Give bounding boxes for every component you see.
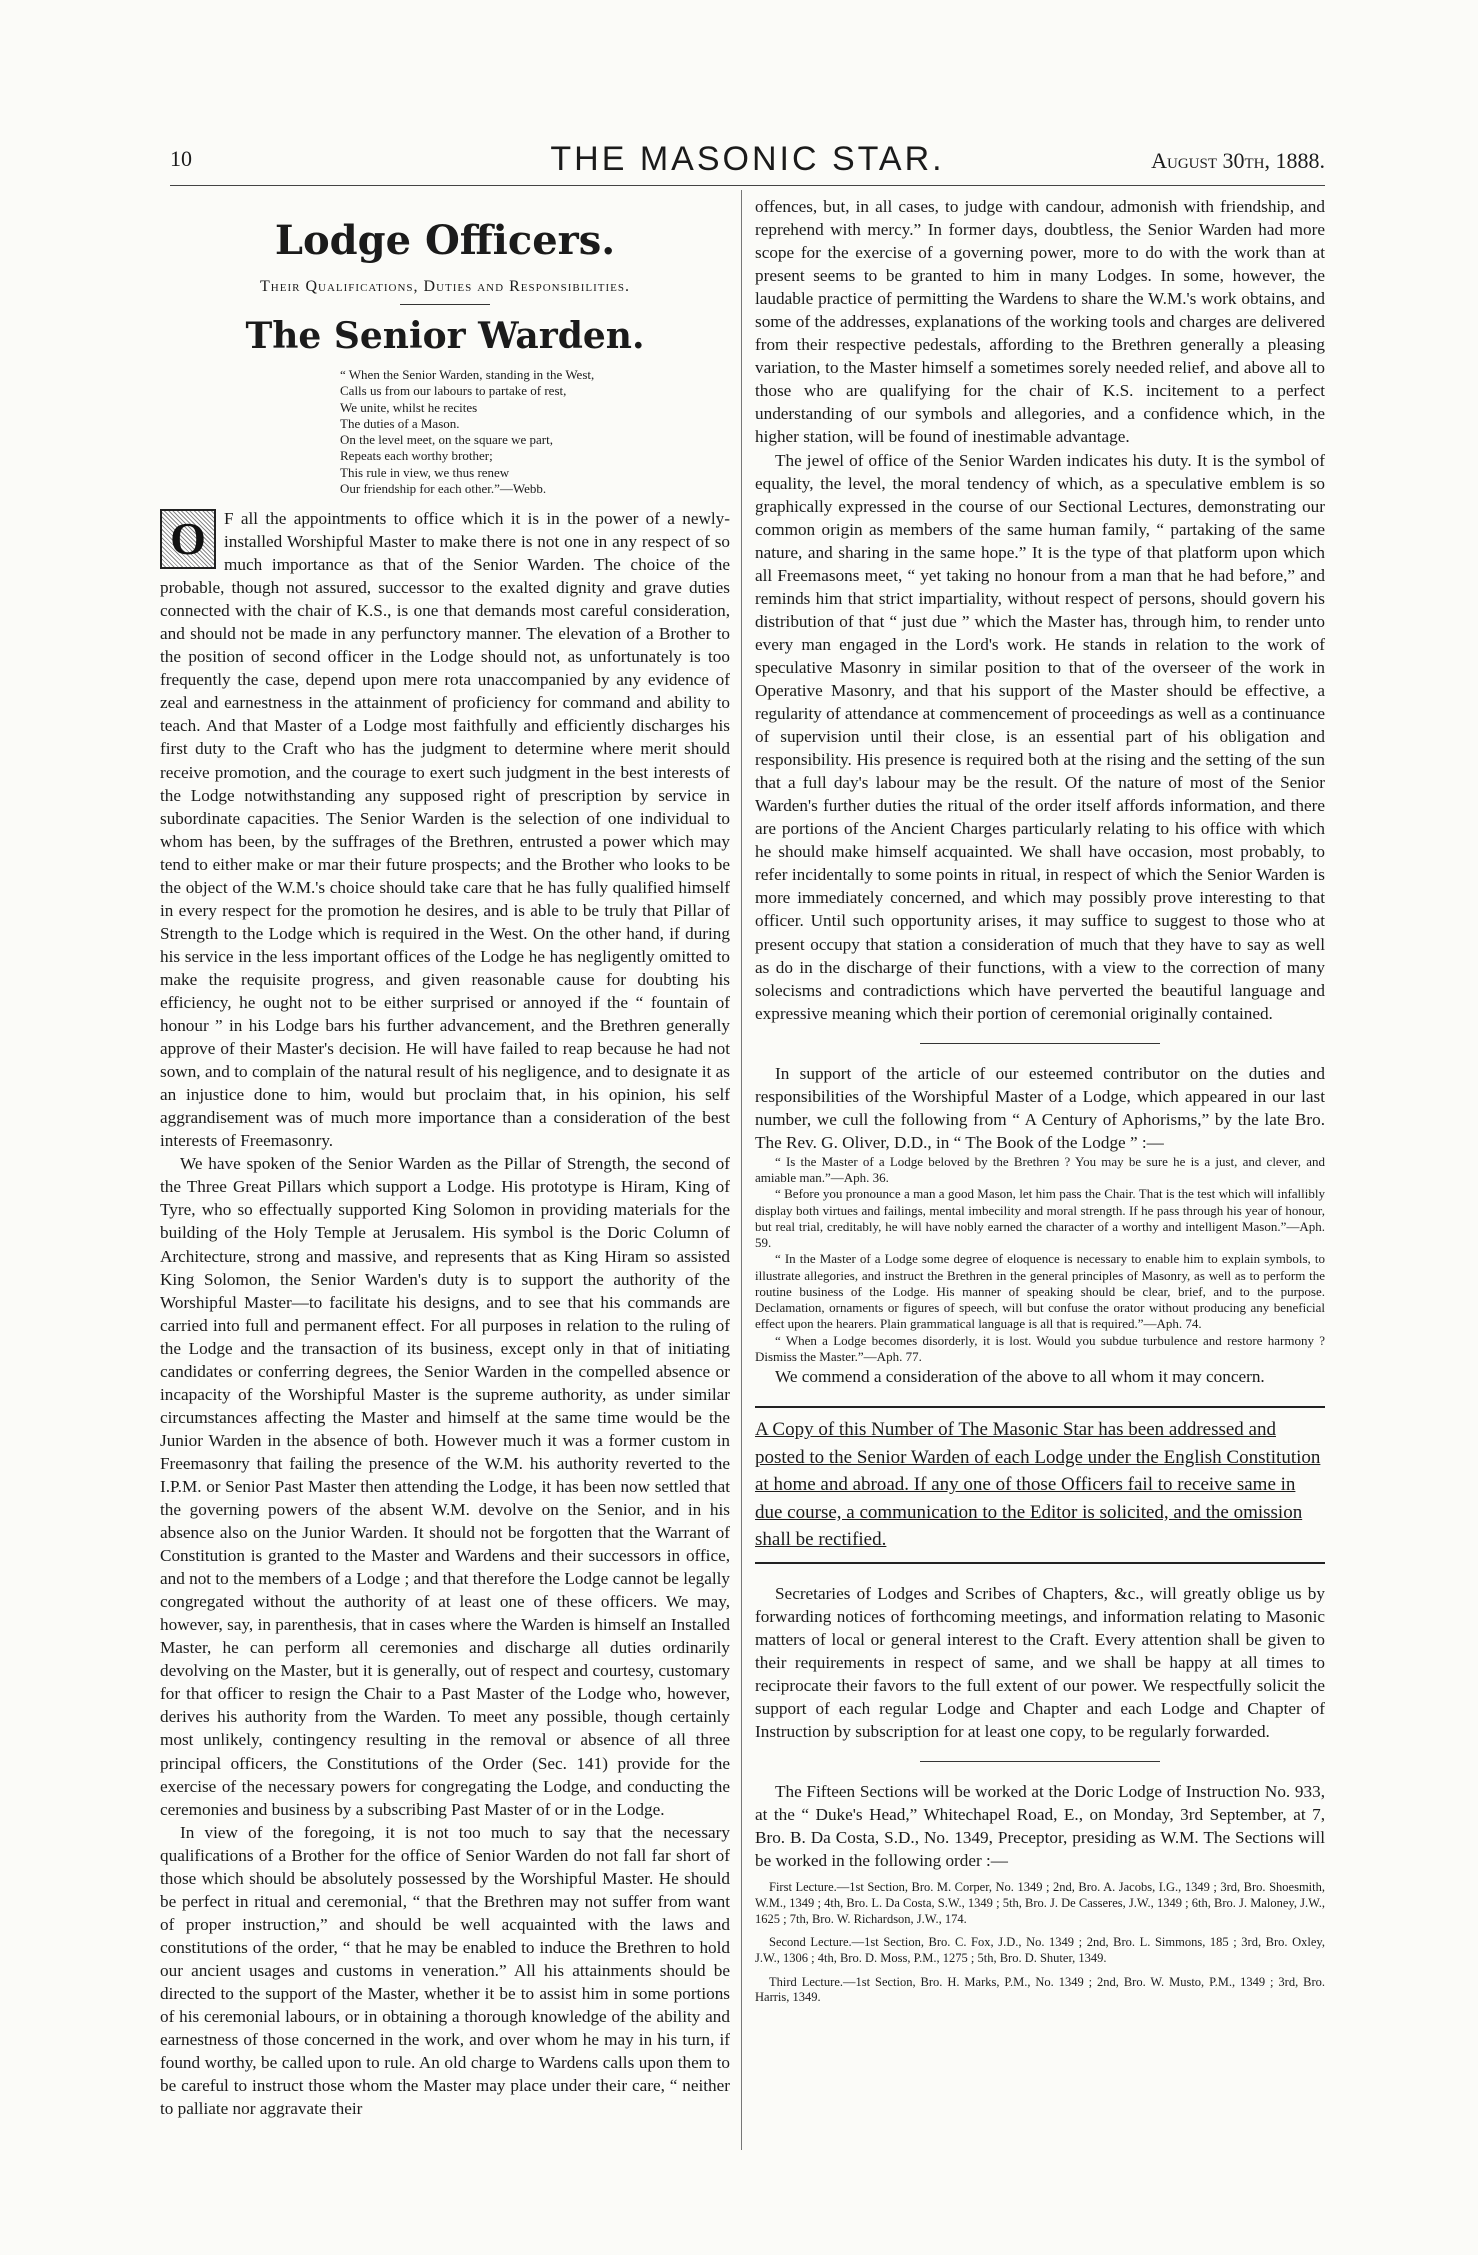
separator [920, 1761, 1160, 1762]
column-divider [741, 190, 742, 2150]
quote: “ When a Lodge becomes disorderly, it is lost. Would you subdue turbulence and restore harmony ? Dismiss the Master.”—Aph. 77. [755, 1332, 1325, 1364]
left-column [160, 195, 730, 2120]
drop-cap: O [160, 509, 216, 569]
article-title: The Senior Warden. [245, 315, 645, 357]
epigraph-verse: “ When the Senior Warden, standing in the West, Calls us from our labours to partake of rest, We unite, whilst he recites The duties of a Mason. On the level meet, on the square we part, Repeats each worthy brother; This rule in view, we thus renew Our friendship for each other.”—Webb. [340, 367, 595, 496]
article-paragraph: offences, but, in all cases, to judge with candour, admonish with friendship, and reprehend with mercy.” In former days, doubtless, the Senior Warden had more scope for the exercise of a governing power, more to do with the work than at present seems to be granted to him in many Lodges. In some, however, the laudable practice of permitting the Wardens to share the W.M.'s work obtains, and some of the addresses, explanations of the working tools and charges are delivered from their respective pedestals, affording to the Brethren generally a pleasing variation, to the Master himself a sometimes sorely needed relief, and above all to those who are qualifying for the chair of K.S. incitement to a perfect understanding of our symbols and allegories, and a confidence which, in the higher station, will be found of inestimable advantage. [755, 197, 1325, 447]
header-rule [170, 185, 1325, 186]
section-subheading: Their Qualifications, Duties and Responsibilities. [260, 278, 630, 295]
notice-paragraph: The Fifteen Sections will be worked at the Doric Lodge of Instruction No. 933, at the “ Duke's Head,” Whitechapel Road, E., on Monday, 3rd September, at 7, Bro. B. Da Costa, S.D., No. 1349, Preceptor, presiding as W.M. The Sections will be worked in the following order :— [755, 1782, 1325, 1871]
editorial-notice: A Copy of this Number of The Masonic Star has been addressed and posted to the Senior Warden of each Lodge under the English Constitution at home and abroad. If any one of those Officers fail to receive same in due course, a communication to the Editor is solicited, and the omission shall be rectified. [755, 1406, 1325, 1564]
aphorism-quotes [755, 1154, 1325, 1365]
notice-paragraph: Secretaries of Lodges and Scribes of Chapters, &c., will greatly oblige us by forwarding notices of forthcoming meetings, and information relating to Masonic matters of local or general interest to the Craft. Every attention shall be given to their requirements in respect of same, and we shall be happy at all times to reciprocate their favors to the full extent of our power. We respectfully solicit the support of each regular Lodge and Chapter and each Lodge and Chapter of Instruction by subscription for at least one copy, to be regularly forwarded. [755, 1583, 1325, 1742]
separator [920, 1043, 1160, 1044]
right-column [755, 195, 1325, 2014]
quote: “ In the Master of a Lodge some degree of eloquence is necessary to enable him to explain symbols, to illustrate allegories, and instruct the Brethren in the general principles of Masonry, as well as to perform the routine business of the Lodge. His manner of speaking should be clear, brief, and to the purpose. Declamation, ornaments or figures of speech, will but confuse the orator without producing any beneficial effect upon the hearers. Plain grammatical language is all that is required.”—Aph. 74. [755, 1251, 1325, 1332]
page-number: 10 [170, 146, 192, 171]
issue-date: August 30th, 1888. [1151, 148, 1325, 173]
quote: “ Is the Master of a Lodge beloved by the Brethren ? You may be sure he is a just, and clever, and amiable man.”—Aph. 36. [755, 1153, 1325, 1186]
article-paragraph: We have spoken of the Senior Warden as the Pillar of Strength, the second of the Three Great Pillars which support a Lodge. His prototype is Hiram, King of Tyre, who so effectually supported King Solomon in providing materials for the building of the Holy Temple at Jerusalem. His symbol is the Doric Column of Architecture, strong and massive, and represents that as King Hiram so assisted King Solomon, the Senior Warden's duty is to support the authority of the Worshipful Master—to facilitate his designs, and to see that his commands are carried into full and permanent effect. For all purposes in relation to the ruling of the Lodge and the transaction of its business, except only in that of initiating candidates or conferring degrees, the Senior Warden in the compelled absence or incapacity of the Worshipful Master is the supreme authority, as under similar circumstances affecting the Master and himself at the same time would be the Junior Warden in the absence of both. However much it was a former custom in Freemasonry that failing the presence of the W.M. his authority reverted to the I.P.M. or Senior Past Master then attending the Lodge, it has been now settled that the governing powers of the absent W.M. devolve on the Senior, and in his absence also on the Junior Warden. It should not be forgotten that the Warrant of Constitution is granted to the Master and Wardens and their successors in office, and not to the members of a Lodge ; and that therefore the Lodge cannot be legally congregated without the authority of at least one of these officers. We may, however, say, in parenthesis, that in cases where the Warden is himself an Installed Master, he can perform all ceremonies and discharge all duties ordinarily devolving on the Master, but it is generally, out of respect and courtesy, customary for that officer to resign the Chair to a Past Master of the Lodge who, however, derives his authority from the Warden. To meet any possible, though certainly most unlikely, contingency resulting in the removal or absence of all three principal officers, the Constitutions of the Order (Sec. 141) provide for the exercise of the necessary powers for congregating the Lodge, and conducting the ceremonies and business by a subscribing Past Master of or in the Lodge. [160, 1154, 730, 1819]
article-paragraph: The jewel of office of the Senior Warden indicates his duty. It is the symbol of equality, the level, the moral tendency of which, as a speculative emblem is so graphically expressed in the course of our Sectional Lectures, demonstrating our common origin as members of the same human family, “ partaking of the same nature, and sharing in the same hope.” It is the type of that platform upon which all Freemasons meet, “ yet taking no honour from a man that he had before,” and reminds him that strict impartiality, without respect of persons, should govern his distribution of that “ just due ” which the Master has, through him, to render unto every man engaged in the Lord's work. He stands in relation to the work of speculative Masonry in similar position to that of the overseer of the work in Operative Masonry, and that his support of the Master should be effective, a regularity of attendance at commencement of proceedings as well as a continuance of supervision until their close, is an essential part of his obligation and responsibility. His presence is required both at the rising and the setting of the sun that a full day's labour may be the result. Of the nature of most of the Senior Warden's further duties the ritual of the order itself affords information, and there are portions of the Ancient Charges particularly relating to his office with which he should make himself acquainted. We shall have occasion, most probably, to refer incidentally to some points in ritual, in respect of which the Senior Warden is more immediately concerned, and which may possibly prove interesting to that officer. Until such opportunity arises, it may suffice to suggest to those who at present occupy that station a consideration of much that they have to say as well as do in the discharge of their functions, with a view to the correction of many solecisms and contradictions which have perverted the beautiful language and expressive meaning which their portion of ceremonial originally contained. [755, 450, 1325, 1023]
article-paragraph: In support of the article of our esteemed contributor on the duties and responsibilities of the Worshipful Master of a Lodge, which appeared in our last number, we cull the following from “ A Century of Aphorisms,” by the late Bro. The Rev. G. Oliver, D.D., in “ The Book of the Lodge ” :— [755, 1063, 1325, 1152]
lecture-list [755, 1880, 1325, 2005]
lecture-item: First Lecture.—1st Section, Bro. M. Corper, No. 1349 ; 2nd, Bro. A. Jacobs, I.G., 1349 ; 3rd, Bro. Shoesmith, W.M., 1349 ; 4th, Bro. L. Da Costa, S.W., 1349 ; 5th, Bro. J. De Casseres, J.W., 1349 ; 6th, Bro. J. Maloney, J.W., 1625 ; 7th, Bro. W. Richardson, J.W., 174. [755, 1880, 1325, 1926]
section-heading: Lodge Officers. [274, 217, 616, 264]
article-paragraph: O F all the appointments to office which it is in the power of a newly-installed Worshipful Master to make there is not one in any respect of so much importance as that of the Senior Warden. The choice of the probable, though not assured, successor to the exalted dignity and grave duties connected with the chair of K.S., is one that demands most careful consideration, and should not be made in any perfunctory manner. The elevation of a Brother to the position of second officer in the Lodge should not, as unfortunately is too frequently the case, depend upon mere rota unaccompanied by any evidence of zeal and earnestness in the attainment of proficiency for command and ability to teach. And that Master of a Lodge most faithfully and efficiently discharges his first duty to the Craft who has the judgment to determine where merit should receive promotion, and the courage to exert such judgment in the best interests of the Lodge notwithstanding any supposed right of prescription by service in subordinate capacities. The Senior Warden is the selection of one individual to whom has been, by the suffrages of the Brethren, entrusted a power which may tend to either make or mar their future prospects; and the Brother who looks to be the object of the W.M.'s choice should take care that he has fully qualified himself in every respect for the promotion he desires, and is able to be truly that Pillar of Strength to the Lodge which is required in the West. On the other hand, if during his service in the less important offices of the Lodge he has negligently omitted to make the requisite progress, and given reasonable cause for doubting his efficiency, he ought not to be either surprised or annoyed if the “ fountain of honour ” in his Lodge bars his further advancement, and the Brethren generally approve of their Master's decision. He will have failed to reap because he had not sown, and to complain of the natural result of his negligence, and to designate it as an injustice done to him, would but proclaim that, in his opinion, his self aggrandisement was of much more importance than a consideration of the best interests of Freemasonry. [160, 509, 730, 1151]
article-paragraph: In view of the foregoing, it is not too much to say that the necessary qualifications of a Brother for the office of Senior Warden do not fall far short of those which should be absolutely possessed by the Worshipful Master. He should be perfect in ritual and ceremonial, “ that the Brethren may not suffer from want of proper instruction,” and should be well acquainted with the laws and constitutions of the order, “ that he may be enabled to induce the Brethren to hold our ancient usages and customs in veneration.” All his attainments should be directed to the support of the Master, whether it be to assist him in some portions of his ceremonial labours, or in obtaining a thorough knowledge of the ability and earnestness of those concerned in the work, and over whom he may in his turn, if found worthy, be called upon to rule. An old charge to Wardens calls upon them to be careful to instruct those whom the Master may place under their care, “ neither to palliate nor aggravate their [160, 1822, 730, 2119]
quote: “ Before you pronounce a man a good Mason, let him pass the Chair. That is the test which will infallibly display both virtues and failings, mental imbecility and moral strength. If he pass through his year of honour, but real trial, creditably, he will have nobly earned the character of a worthy and intelligent Mason.”—Aph. 59. [755, 1186, 1325, 1251]
short-divider [400, 304, 490, 305]
article-paragraph: We commend a consideration of the above to all whom it may concern. [775, 1367, 1265, 1387]
lecture-item: Second Lecture.—1st Section, Bro. C. Fox, J.D., No. 1349 ; 2nd, Bro. L. Simmons, 185 ; 3rd, Bro. Oxley, J.W., 1306 ; 4th, Bro. D. Moss, P.M., 1275 ; 5th, Bro. D. Shuter, 1349. [755, 1935, 1325, 1965]
page-header [170, 140, 1325, 182]
lecture-item: Third Lecture.—1st Section, Bro. H. Marks, P.M., No. 1349 ; 2nd, Bro. W. Musto, P.M., 1349 ; 3rd, Bro. Harris, 1349. [755, 1974, 1325, 2005]
masthead-title: THE MASONIC STAR. [550, 140, 945, 178]
